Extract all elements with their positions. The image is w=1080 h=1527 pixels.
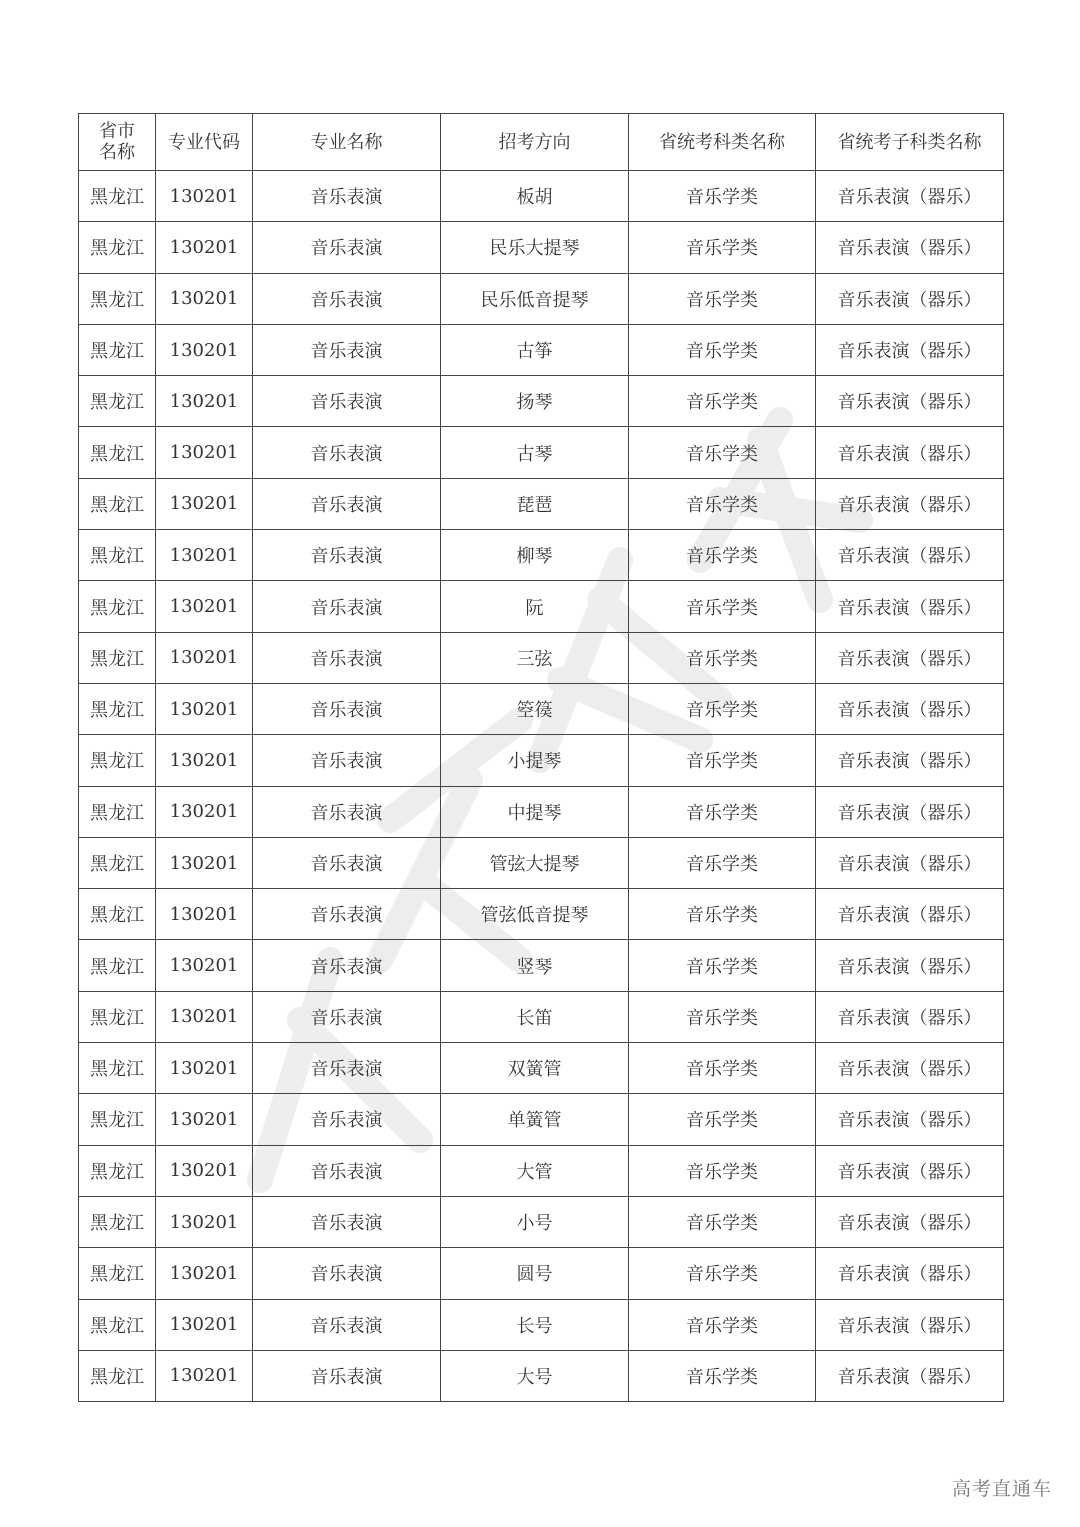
cell-major-name: 音乐表演 — [253, 324, 441, 375]
cell-category: 音乐学类 — [629, 991, 816, 1042]
cell-category: 音乐学类 — [629, 273, 816, 324]
cell-subcategory: 音乐表演（器乐） — [816, 837, 1004, 888]
cell-major-code: 130201 — [156, 324, 253, 375]
cell-category: 音乐学类 — [629, 427, 816, 478]
cell-major-name: 音乐表演 — [253, 427, 441, 478]
cell-subcategory: 音乐表演（器乐） — [816, 1248, 1004, 1299]
cell-major-code: 130201 — [156, 940, 253, 991]
cell-subcategory: 音乐表演（器乐） — [816, 273, 1004, 324]
header-province-line2: 名称 — [99, 142, 135, 163]
table-row — [79, 171, 1004, 222]
cell-major-code: 130201 — [156, 171, 253, 222]
cell-subcategory: 音乐表演（器乐） — [816, 940, 1004, 991]
cell-category: 音乐学类 — [629, 1299, 816, 1350]
cell-category: 音乐学类 — [629, 376, 816, 427]
cell-major-code: 130201 — [156, 889, 253, 940]
cell-direction: 柳琴 — [441, 530, 629, 581]
cell-direction: 琵琶 — [441, 478, 629, 529]
cell-province: 黑龙江 — [79, 1248, 156, 1299]
cell-subcategory: 音乐表演（器乐） — [816, 376, 1004, 427]
cell-category: 音乐学类 — [629, 1350, 816, 1401]
cell-province: 黑龙江 — [79, 273, 156, 324]
cell-direction: 阮 — [441, 581, 629, 632]
cell-direction: 小提琴 — [441, 735, 629, 786]
cell-major-name: 音乐表演 — [253, 991, 441, 1042]
cell-subcategory: 音乐表演（器乐） — [816, 1196, 1004, 1247]
cell-direction: 圆号 — [441, 1248, 629, 1299]
cell-category: 音乐学类 — [629, 889, 816, 940]
cell-category: 音乐学类 — [629, 786, 816, 837]
cell-province: 黑龙江 — [79, 1196, 156, 1247]
cell-major-name: 音乐表演 — [253, 683, 441, 734]
cell-direction: 古琴 — [441, 427, 629, 478]
cell-province: 黑龙江 — [79, 324, 156, 375]
cell-province: 黑龙江 — [79, 735, 156, 786]
cell-major-code: 130201 — [156, 735, 253, 786]
cell-major-code: 130201 — [156, 1350, 253, 1401]
table-row — [79, 581, 1004, 632]
cell-major-code: 130201 — [156, 786, 253, 837]
cell-direction: 长笛 — [441, 991, 629, 1042]
cell-major-code: 130201 — [156, 1299, 253, 1350]
cell-major-code: 130201 — [156, 478, 253, 529]
cell-major-code: 130201 — [156, 581, 253, 632]
header-direction: 招考方向 — [441, 114, 629, 171]
cell-province: 黑龙江 — [79, 889, 156, 940]
table-row — [79, 735, 1004, 786]
cell-subcategory: 音乐表演（器乐） — [816, 889, 1004, 940]
cell-major-name: 音乐表演 — [253, 273, 441, 324]
header-major-code: 专业代码 — [156, 114, 253, 171]
cell-major-code: 130201 — [156, 222, 253, 273]
cell-direction: 扬琴 — [441, 376, 629, 427]
cell-category: 音乐学类 — [629, 683, 816, 734]
cell-direction: 大管 — [441, 1145, 629, 1196]
majors-table — [78, 113, 1004, 1402]
cell-subcategory: 音乐表演（器乐） — [816, 427, 1004, 478]
header-province — [79, 114, 156, 171]
cell-major-name: 音乐表演 — [253, 222, 441, 273]
header-province-line1: 省市 — [99, 121, 135, 142]
cell-major-name: 音乐表演 — [253, 786, 441, 837]
table-row — [79, 273, 1004, 324]
cell-category: 音乐学类 — [629, 222, 816, 273]
table-row — [79, 427, 1004, 478]
cell-subcategory: 音乐表演（器乐） — [816, 171, 1004, 222]
cell-category: 音乐学类 — [629, 1248, 816, 1299]
cell-major-code: 130201 — [156, 1145, 253, 1196]
cell-major-code: 130201 — [156, 683, 253, 734]
cell-province: 黑龙江 — [79, 1145, 156, 1196]
cell-category: 音乐学类 — [629, 1145, 816, 1196]
cell-subcategory: 音乐表演（器乐） — [816, 1043, 1004, 1094]
cell-category: 音乐学类 — [629, 530, 816, 581]
cell-province: 黑龙江 — [79, 837, 156, 888]
table-body — [79, 171, 1004, 1402]
table-row — [79, 1043, 1004, 1094]
cell-direction: 中提琴 — [441, 786, 629, 837]
cell-category: 音乐学类 — [629, 632, 816, 683]
cell-direction: 单簧管 — [441, 1094, 629, 1145]
cell-province: 黑龙江 — [79, 786, 156, 837]
cell-major-code: 130201 — [156, 530, 253, 581]
cell-direction: 管弦大提琴 — [441, 837, 629, 888]
cell-major-code: 130201 — [156, 1248, 253, 1299]
cell-province: 黑龙江 — [79, 427, 156, 478]
cell-major-name: 音乐表演 — [253, 478, 441, 529]
table-row — [79, 530, 1004, 581]
cell-direction: 小号 — [441, 1196, 629, 1247]
cell-major-code: 130201 — [156, 427, 253, 478]
cell-major-name: 音乐表演 — [253, 889, 441, 940]
cell-major-name: 音乐表演 — [253, 1299, 441, 1350]
cell-province: 黑龙江 — [79, 222, 156, 273]
table-row — [79, 1145, 1004, 1196]
cell-major-name: 音乐表演 — [253, 376, 441, 427]
cell-category: 音乐学类 — [629, 324, 816, 375]
cell-major-code: 130201 — [156, 1094, 253, 1145]
footer-brand: 高考直通车 — [951, 1478, 1052, 1500]
cell-major-name: 音乐表演 — [253, 735, 441, 786]
cell-subcategory: 音乐表演（器乐） — [816, 581, 1004, 632]
table-row — [79, 1248, 1004, 1299]
cell-major-name: 音乐表演 — [253, 1043, 441, 1094]
cell-direction: 三弦 — [441, 632, 629, 683]
header-major-name: 专业名称 — [253, 114, 441, 171]
table-row — [79, 222, 1004, 273]
cell-subcategory: 音乐表演（器乐） — [816, 1145, 1004, 1196]
table-row — [79, 683, 1004, 734]
cell-major-name: 音乐表演 — [253, 530, 441, 581]
cell-direction: 双簧管 — [441, 1043, 629, 1094]
table-row — [79, 1350, 1004, 1401]
cell-major-name: 音乐表演 — [253, 581, 441, 632]
cell-category: 音乐学类 — [629, 940, 816, 991]
cell-major-code: 130201 — [156, 632, 253, 683]
table-row — [79, 1196, 1004, 1247]
cell-major-code: 130201 — [156, 1196, 253, 1247]
cell-province: 黑龙江 — [79, 530, 156, 581]
cell-province: 黑龙江 — [79, 940, 156, 991]
cell-category: 音乐学类 — [629, 1196, 816, 1247]
cell-subcategory: 音乐表演（器乐） — [816, 324, 1004, 375]
table-row — [79, 837, 1004, 888]
cell-province: 黑龙江 — [79, 1350, 156, 1401]
cell-direction: 民乐低音提琴 — [441, 273, 629, 324]
cell-province: 黑龙江 — [79, 581, 156, 632]
cell-category: 音乐学类 — [629, 478, 816, 529]
cell-direction: 古筝 — [441, 324, 629, 375]
cell-province: 黑龙江 — [79, 1043, 156, 1094]
cell-major-name: 音乐表演 — [253, 1248, 441, 1299]
cell-major-code: 130201 — [156, 1043, 253, 1094]
table-row — [79, 1299, 1004, 1350]
cell-subcategory: 音乐表演（器乐） — [816, 222, 1004, 273]
cell-major-name: 音乐表演 — [253, 940, 441, 991]
cell-province: 黑龙江 — [79, 683, 156, 734]
cell-direction: 管弦低音提琴 — [441, 889, 629, 940]
table-row — [79, 889, 1004, 940]
cell-subcategory: 音乐表演（器乐） — [816, 735, 1004, 786]
cell-major-name: 音乐表演 — [253, 1094, 441, 1145]
cell-major-name: 音乐表演 — [253, 837, 441, 888]
table-row — [79, 632, 1004, 683]
cell-category: 音乐学类 — [629, 837, 816, 888]
table-row — [79, 1094, 1004, 1145]
cell-major-name: 音乐表演 — [253, 171, 441, 222]
cell-major-code: 130201 — [156, 837, 253, 888]
cell-direction: 竖琴 — [441, 940, 629, 991]
cell-province: 黑龙江 — [79, 171, 156, 222]
cell-category: 音乐学类 — [629, 1094, 816, 1145]
cell-subcategory: 音乐表演（器乐） — [816, 683, 1004, 734]
cell-subcategory: 音乐表演（器乐） — [816, 1350, 1004, 1401]
table-row — [79, 991, 1004, 1042]
cell-subcategory: 音乐表演（器乐） — [816, 530, 1004, 581]
cell-province: 黑龙江 — [79, 1094, 156, 1145]
cell-direction: 民乐大提琴 — [441, 222, 629, 273]
cell-province: 黑龙江 — [79, 478, 156, 529]
cell-province: 黑龙江 — [79, 632, 156, 683]
table-row — [79, 376, 1004, 427]
cell-major-name: 音乐表演 — [253, 1145, 441, 1196]
cell-category: 音乐学类 — [629, 581, 816, 632]
cell-subcategory: 音乐表演（器乐） — [816, 991, 1004, 1042]
table-row — [79, 940, 1004, 991]
cell-direction: 大号 — [441, 1350, 629, 1401]
cell-major-code: 130201 — [156, 991, 253, 1042]
cell-category: 音乐学类 — [629, 735, 816, 786]
cell-subcategory: 音乐表演（器乐） — [816, 1094, 1004, 1145]
table-row — [79, 478, 1004, 529]
table-header-row — [79, 114, 1004, 171]
cell-major-name: 音乐表演 — [253, 1196, 441, 1247]
header-subcategory: 省统考子科类名称 — [816, 114, 1004, 171]
cell-province: 黑龙江 — [79, 376, 156, 427]
cell-province: 黑龙江 — [79, 1299, 156, 1350]
table-row — [79, 786, 1004, 837]
cell-major-name: 音乐表演 — [253, 1350, 441, 1401]
cell-subcategory: 音乐表演（器乐） — [816, 786, 1004, 837]
cell-category: 音乐学类 — [629, 1043, 816, 1094]
table-row — [79, 324, 1004, 375]
cell-subcategory: 音乐表演（器乐） — [816, 478, 1004, 529]
cell-direction: 板胡 — [441, 171, 629, 222]
cell-direction: 箜篌 — [441, 683, 629, 734]
cell-major-code: 130201 — [156, 273, 253, 324]
cell-direction: 长号 — [441, 1299, 629, 1350]
cell-subcategory: 音乐表演（器乐） — [816, 632, 1004, 683]
cell-category: 音乐学类 — [629, 171, 816, 222]
cell-subcategory: 音乐表演（器乐） — [816, 1299, 1004, 1350]
header-category: 省统考科类名称 — [629, 114, 816, 171]
cell-province: 黑龙江 — [79, 991, 156, 1042]
cell-major-code: 130201 — [156, 376, 253, 427]
cell-major-name: 音乐表演 — [253, 632, 441, 683]
